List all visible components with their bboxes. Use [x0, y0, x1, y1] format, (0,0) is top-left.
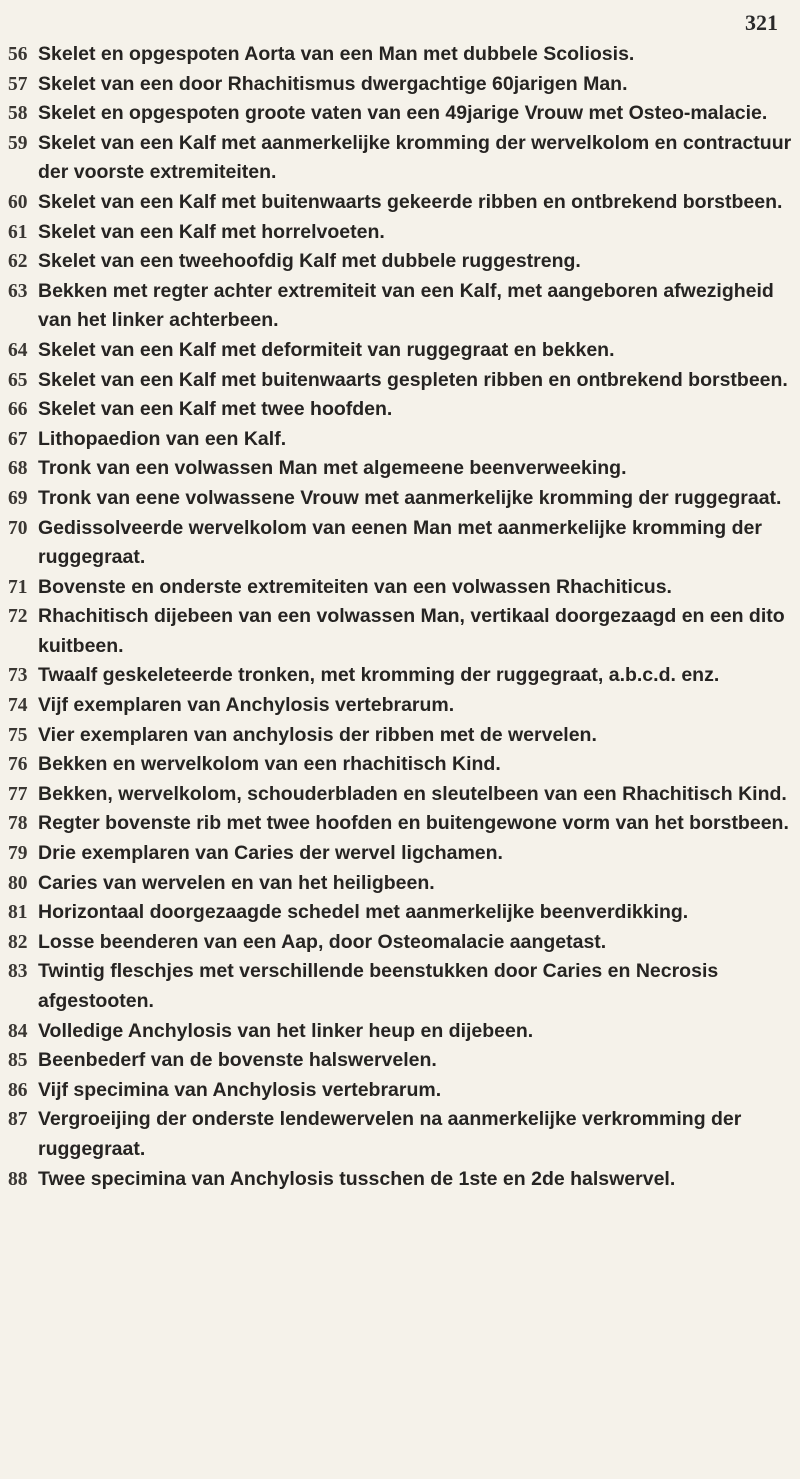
catalogue-entry: [8, 514, 798, 573]
entry-number: 80: [8, 872, 28, 894]
catalogue-entry: [8, 188, 798, 218]
entry-text: Vergroeijing der onderste lendewervelen na aanmerkelijke verkromming der ruggegraat.: [38, 1108, 742, 1160]
catalogue-entry: [8, 809, 798, 839]
entry-text: Drie exemplaren van Caries der wervel ligchamen.: [38, 842, 503, 865]
catalogue-entry: [8, 218, 798, 248]
catalogue-entry: [8, 129, 798, 188]
entry-number: 74: [8, 695, 28, 717]
entry-text: Bovenste en onderste extremiteiten van een volwassen Rhachiticus.: [38, 575, 672, 598]
entry-text: Twintig fleschjes met verschillende beenstukken door Caries en Necrosis afgestooten.: [38, 960, 719, 1012]
entry-number: 86: [8, 1079, 28, 1101]
catalogue-entry: [8, 247, 798, 277]
catalogue-entry: [8, 573, 798, 603]
catalogue-entry: [8, 277, 798, 336]
catalogue-entry: [8, 395, 798, 425]
catalogue-entry: [8, 721, 798, 751]
catalogue-entry: [8, 1076, 798, 1106]
entry-number: 78: [8, 813, 28, 835]
entry-number: 57: [8, 73, 28, 95]
entry-text: Skelet van een Kalf met aanmerkelijke kromming der wervelkolom en contractuur der voorste extremiteiten.: [38, 131, 792, 184]
entry-number: 65: [8, 369, 28, 391]
entry-text: Tronk van een volwassen Man met algemeene beenverweeking.: [38, 457, 627, 480]
entry-number: 72: [8, 606, 28, 628]
entry-text: Gedissolveerde wervelkolom van eenen Man met aanmerkelijke kromming der ruggegraat.: [38, 516, 762, 569]
entry-text: Horizontaal doorgezaagde schedel met aanmerkelijke beenverdikking.: [38, 901, 689, 924]
entry-text: Skelet en opgespoten groote vaten van een 49jarige Vrouw met Osteo-malacie.: [38, 102, 768, 125]
entry-number: 76: [8, 754, 28, 776]
page-number: 321: [745, 10, 778, 35]
entry-number: 59: [8, 132, 28, 154]
catalogue-entry: [8, 40, 798, 70]
catalogue-entry: [8, 928, 798, 958]
entry-number: 60: [8, 191, 28, 213]
entry-text: Vijf exemplaren van Anchylosis vertebrarum.: [38, 694, 455, 717]
entry-text: Skelet van een Kalf met buitenwaarts gespleten ribben en ontbrekend borstbeen.: [38, 368, 788, 391]
catalogue-entry: [8, 780, 798, 810]
entry-number: 68: [8, 458, 28, 480]
entry-text: Lithopaedion van een Kalf.: [38, 427, 287, 450]
catalogue-entry: [8, 99, 798, 129]
entry-text: Beenbederf van de bovenste halswervelen.: [38, 1049, 437, 1072]
entry-text: Bekken en wervelkolom van een rhachitisch Kind.: [38, 753, 501, 776]
entry-number: 61: [8, 221, 28, 243]
catalogue-entry: [8, 366, 798, 396]
entry-number: 79: [8, 843, 28, 865]
catalogue-entry: [8, 869, 798, 899]
catalogue-entry: [8, 661, 798, 691]
catalogue-entries: [8, 40, 798, 1194]
entry-number: 64: [8, 339, 28, 361]
catalogue-entry: [8, 602, 798, 661]
entry-number: 71: [8, 576, 28, 598]
catalogue-entry: [8, 70, 798, 100]
entry-text: Bekken met regter achter extremiteit van een Kalf, met aangeboren afwezigheid van het linker achterbeen.: [38, 279, 774, 332]
entry-text: Skelet van een tweehoofdig Kalf met dubbele ruggestreng.: [38, 250, 581, 273]
entry-text: Skelet van een Kalf met buitenwaarts gekeerde ribben en ontbrekend borstbeen.: [38, 190, 783, 213]
entry-number: 62: [8, 251, 28, 273]
entry-text: Volledige Anchylosis van het linker heup en dijebeen.: [38, 1019, 534, 1042]
entry-text: Losse beenderen van een Aap, door Osteomalacie aangetast.: [38, 930, 607, 953]
catalogue-entry: [8, 691, 798, 721]
entry-number: 88: [8, 1168, 28, 1190]
entry-text: Skelet van een door Rhachitismus dwergachtige 60jarigen Man.: [38, 72, 628, 95]
entry-text: Twaalf geskeleteerde tronken, met kromming der ruggegraat, a.b.c.d. enz.: [38, 664, 720, 687]
entry-text: Vijf specimina van Anchylosis vertebrarum.: [38, 1078, 442, 1101]
entry-number: 83: [8, 961, 28, 983]
entry-number: 81: [8, 902, 28, 924]
entry-number: 75: [8, 724, 28, 746]
entry-number: 56: [8, 44, 28, 65]
entry-text: Skelet van een Kalf met twee hoofden.: [38, 398, 393, 421]
entry-number: 67: [8, 428, 28, 450]
entry-text: Rhachitisch dijebeen van een volwassen Man, vertikaal doorgezaagd en een dito kuitbeen.: [38, 605, 785, 657]
entry-number: 73: [8, 665, 28, 687]
catalogue-entry: [8, 1017, 798, 1047]
entry-number: 58: [8, 103, 28, 125]
entry-text: Vier exemplaren van anchylosis der ribben met de wervelen.: [38, 723, 597, 746]
catalogue-entry: [8, 336, 798, 366]
catalogue-entry: [8, 484, 798, 514]
entry-text: Skelet van een Kalf met horrelvoeten.: [38, 220, 385, 243]
catalogue-entry: [8, 898, 798, 928]
catalogue-entry: [8, 454, 798, 484]
catalogue-entry: [8, 839, 798, 869]
entry-text: Skelet en opgespoten Aorta van een Man met dubbele Scoliosis.: [38, 43, 635, 65]
catalogue-entry: [8, 750, 798, 780]
entry-text: Tronk van eene volwassene Vrouw met aanmerkelijke kromming der ruggegraat.: [38, 486, 782, 509]
entry-text: Twee specimina van Anchylosis tusschen de 1ste en 2de halswervel.: [38, 1167, 676, 1190]
entry-number: 85: [8, 1050, 28, 1072]
entry-number: 69: [8, 487, 28, 509]
catalogue-entry: [8, 425, 798, 455]
catalogue-entry: [8, 1046, 798, 1076]
entry-text: Bekken, wervelkolom, schouderbladen en sleutelbeen van een Rhachitisch Kind.: [38, 782, 787, 805]
entry-number: 87: [8, 1109, 28, 1131]
catalogue-entry: [8, 1165, 798, 1195]
entry-number: 77: [8, 783, 28, 805]
entry-text: Skelet van een Kalf met deformiteit van ruggegraat en bekken.: [38, 338, 615, 361]
entry-number: 84: [8, 1020, 28, 1042]
entry-number: 66: [8, 399, 28, 421]
entry-number: 63: [8, 280, 28, 302]
catalogue-entry: [8, 1105, 798, 1164]
catalogue-entry: [8, 957, 798, 1016]
entry-number: 82: [8, 931, 28, 953]
entry-text: Caries van wervelen en van het heiligbeen.: [38, 871, 435, 894]
entry-text: Regter bovenste rib met twee hoofden en buitengewone vorm van het borstbeen.: [38, 812, 789, 835]
entry-number: 70: [8, 517, 28, 539]
